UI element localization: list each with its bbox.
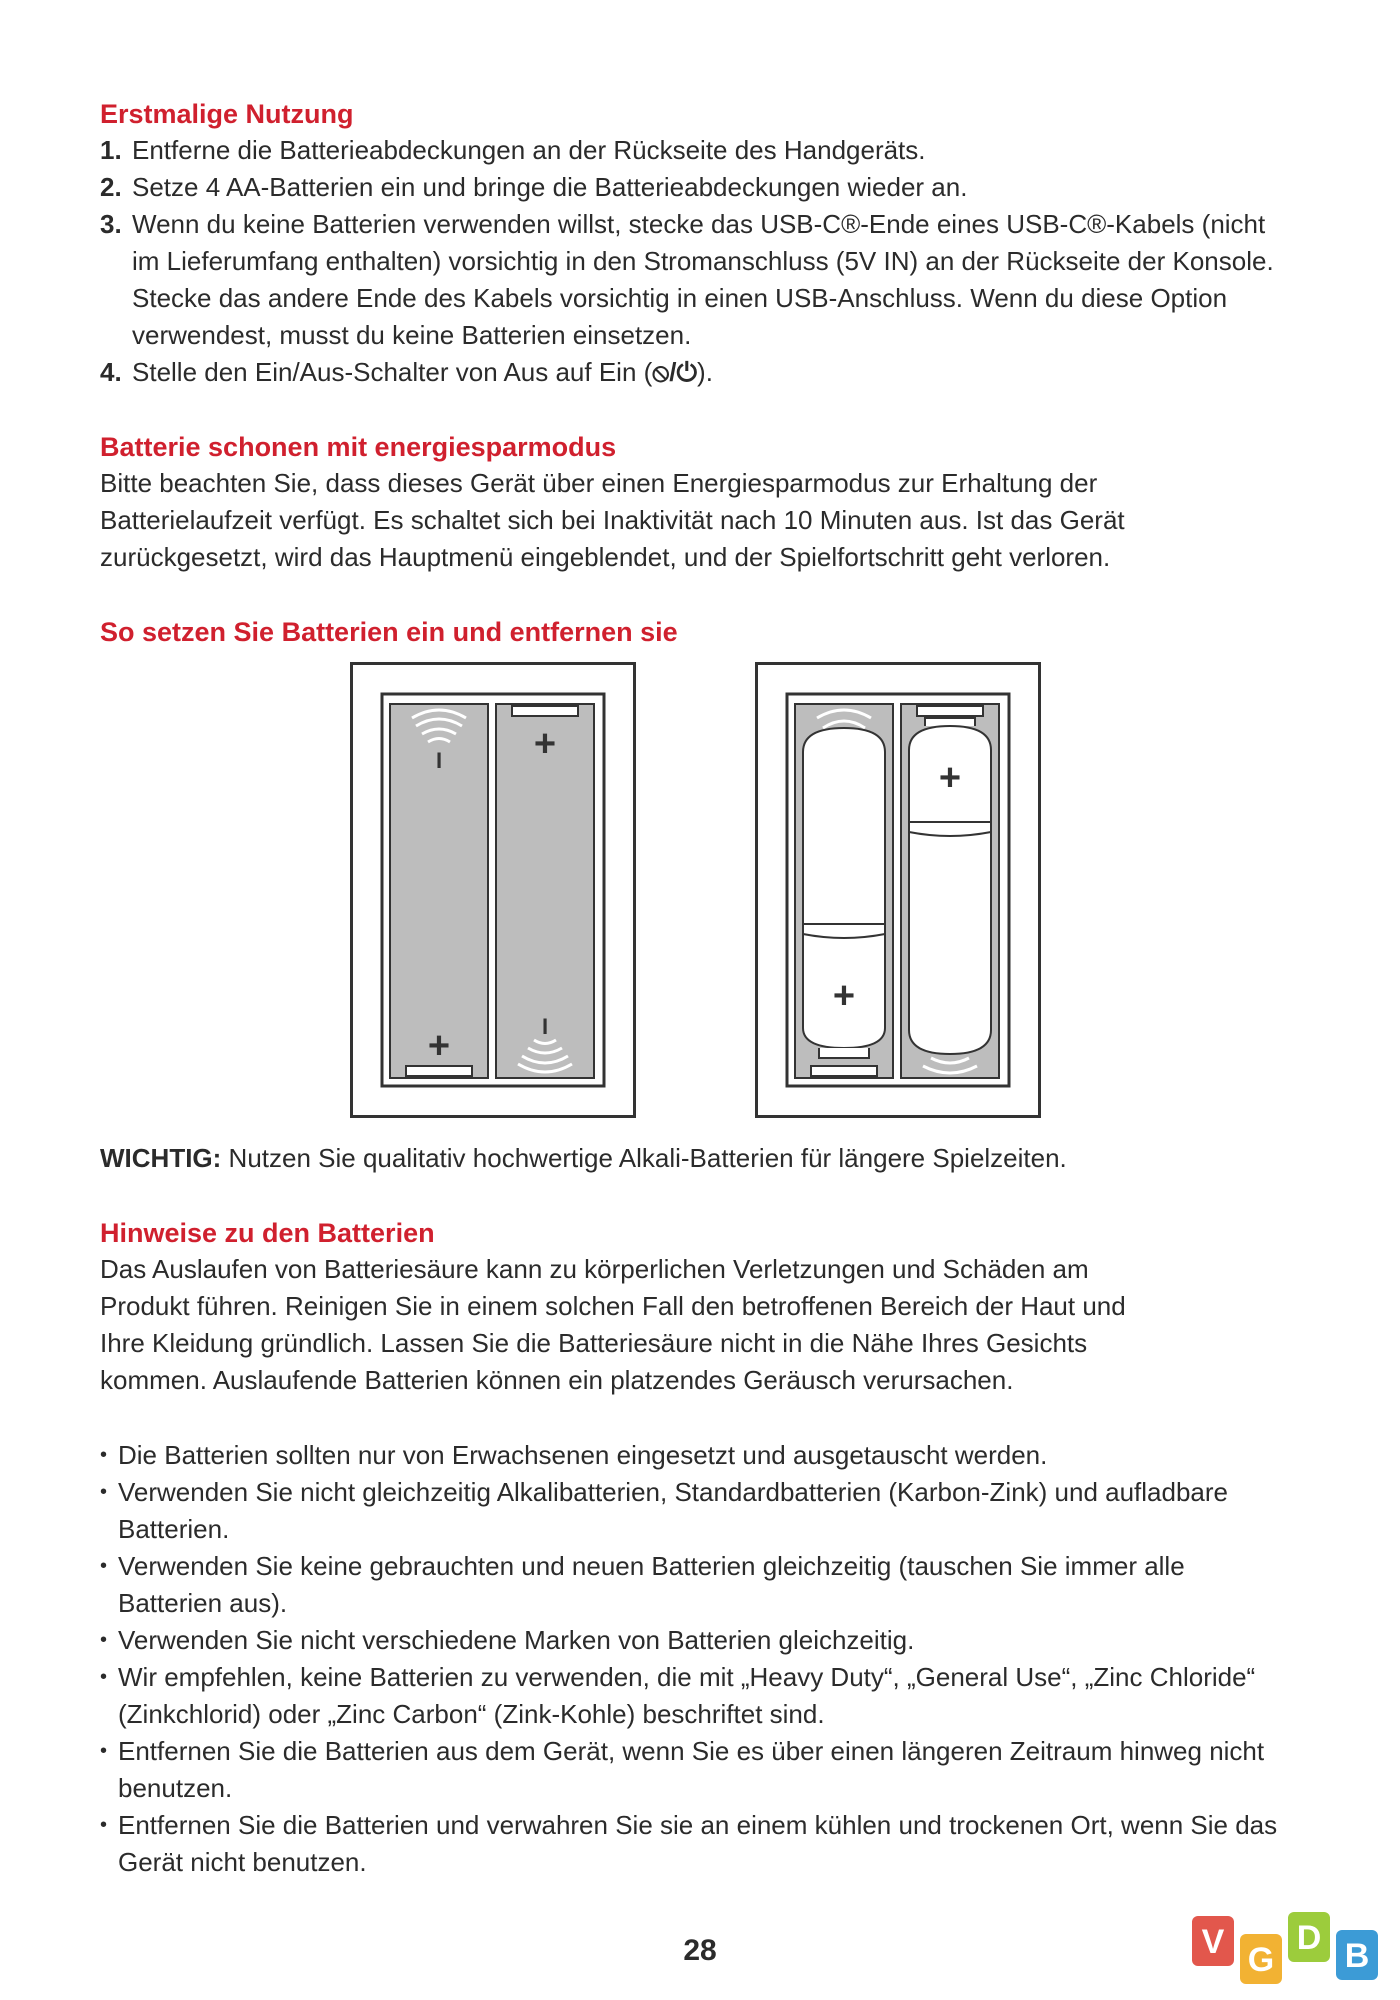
- list-item: • Entfernen Sie die Batterien und verwahren Sie sie an einem kühlen und trockenen Ort, wenn Sie das Gerät nicht benutzen.: [100, 1807, 1280, 1881]
- important-note: [100, 1140, 1280, 1177]
- manual-page: [100, 96, 1280, 1881]
- list-item: • Die Batterien sollten nur von Erwachsenen eingesetzt und ausgetauscht werden.: [100, 1437, 1280, 1474]
- important-label: WICHTIG:: [100, 1143, 222, 1173]
- paragraph-line: zurückgesetzt, wird das Hauptmenü eingeblendet, und der Spielfortschritt geht verloren.: [100, 542, 1111, 572]
- paragraph-line: Produkt führen. Reinigen Sie in einem solchen Fall den betroffenen Bereich der Haut und: [100, 1291, 1126, 1321]
- step-text: Wenn du keine Batterien verwenden willst, stecke das USB-C®-Ende eines USB-C®-Kabels (nicht im Lieferumfang enthalten) vorsichtig in den Stromanschluss (5V IN) an der Rückseite der Konsole. Stecke das andere Ende des Kabels vorsichtig in einen USB-Anschluss. Wenn du diese Option verwendest, musst du keine Batterien einsetzen.: [132, 209, 1274, 350]
- logo-letter: B: [1344, 1937, 1370, 1975]
- list-item: • Verwenden Sie nicht gleichzeitig Alkalibatterien, Standardbatterien (Karbon-Zink) und aufladbare Batterien.: [100, 1474, 1280, 1548]
- step-item: [100, 206, 1280, 354]
- plus-terminal-label: +: [938, 757, 962, 799]
- logo-letter: V: [1201, 1923, 1225, 1961]
- minus-terminal-label: I: [435, 748, 443, 773]
- step-number: 4.: [100, 357, 122, 387]
- step-suffix: ).: [697, 357, 713, 387]
- step-text: Entferne die Batterieabdeckungen an der Rückseite des Handgeräts.: [132, 135, 926, 165]
- first-use-steps: [100, 132, 1280, 391]
- plus-terminal-label: +: [832, 975, 856, 1017]
- inserted-batteries-figure: [755, 662, 1041, 1118]
- heading-power-saving: Batterie schonen mit energiesparmodus: [100, 432, 617, 462]
- step-item: [100, 354, 1280, 391]
- paragraph-line: Batterielaufzeit verfügt. Es schaltet sich bei Inaktivität nach 10 Minuten aus. Ist das Gerät: [100, 505, 1125, 535]
- page-number: 28: [683, 1934, 717, 1967]
- plus-terminal-label: +: [533, 723, 557, 765]
- step-number: 2.: [100, 172, 122, 202]
- logo-letter: D: [1296, 1919, 1322, 1957]
- empty-battery-compartment-figure: [350, 662, 636, 1118]
- step-item: [100, 169, 1280, 206]
- step-text: Setze 4 AA-Batterien ein und bringe die Batterieabdeckungen wieder an.: [132, 172, 968, 202]
- logo-letter: G: [1247, 1941, 1275, 1979]
- step-number: 3.: [100, 209, 122, 239]
- paragraph-line: Das Auslaufen von Batteriesäure kann zu körperlichen Verletzungen und Schäden am: [100, 1254, 1089, 1284]
- paragraph-line: Bitte beachten Sie, dass dieses Gerät über einen Energiesparmodus zur Erhaltung der: [100, 468, 1098, 498]
- aa-battery: [909, 706, 991, 1073]
- battery-figures: [100, 662, 1280, 1118]
- list-item: • Entfernen Sie die Batterien aus dem Gerät, wenn Sie es über einen längeren Zeitraum hinweg nicht benutzen.: [100, 1733, 1280, 1807]
- step-text: Stelle den Ein/Aus-Schalter von Aus auf Ein (: [132, 357, 653, 387]
- vgdb-logo: [1188, 1906, 1388, 1992]
- minus-terminal-label: I: [541, 1014, 549, 1039]
- heading-insert-batteries: So setzen Sie Batterien ein und entfernen sie: [100, 617, 678, 647]
- plus-terminal-label: +: [427, 1025, 451, 1067]
- step-item: [100, 132, 1280, 169]
- aa-battery: [803, 710, 885, 1076]
- contact-plate: [512, 706, 578, 716]
- paragraph-line: Ihre Kleidung gründlich. Lassen Sie die Batteriesäure nicht in die Nähe Ihres Gesichts: [100, 1328, 1088, 1358]
- heading-first-use: Erstmalige Nutzung: [100, 99, 354, 129]
- important-text: Nutzen Sie qualitativ hochwertige Alkali-Batterien für längere Spielzeiten.: [221, 1143, 1067, 1173]
- heading-battery-notes: Hinweise zu den Batterien: [100, 1218, 435, 1248]
- battery-notes-list: [100, 1437, 1280, 1881]
- list-item: • Verwenden Sie keine gebrauchten und neuen Batterien gleichzeitig (tauschen Sie immer alle Batterien aus).: [100, 1548, 1280, 1622]
- list-item: • Wir empfehlen, keine Batterien zu verwenden, die mit „Heavy Duty“, „General Use“, „Zinc Chloride“ (Zinkchlorid) oder „Zinc Carbon“ (Zink-Kohle) beschriftet sind.: [100, 1659, 1280, 1733]
- paragraph-line: kommen. Auslaufende Batterien können ein platzendes Geräusch verursachen.: [100, 1365, 1014, 1395]
- contact-plate: [406, 1066, 472, 1076]
- step-number: 1.: [100, 135, 122, 165]
- power-switch-icon: ⦸/⏻: [652, 357, 698, 387]
- list-item: • Verwenden Sie nicht verschiedene Marken von Batterien gleichzeitig.: [100, 1622, 1280, 1659]
